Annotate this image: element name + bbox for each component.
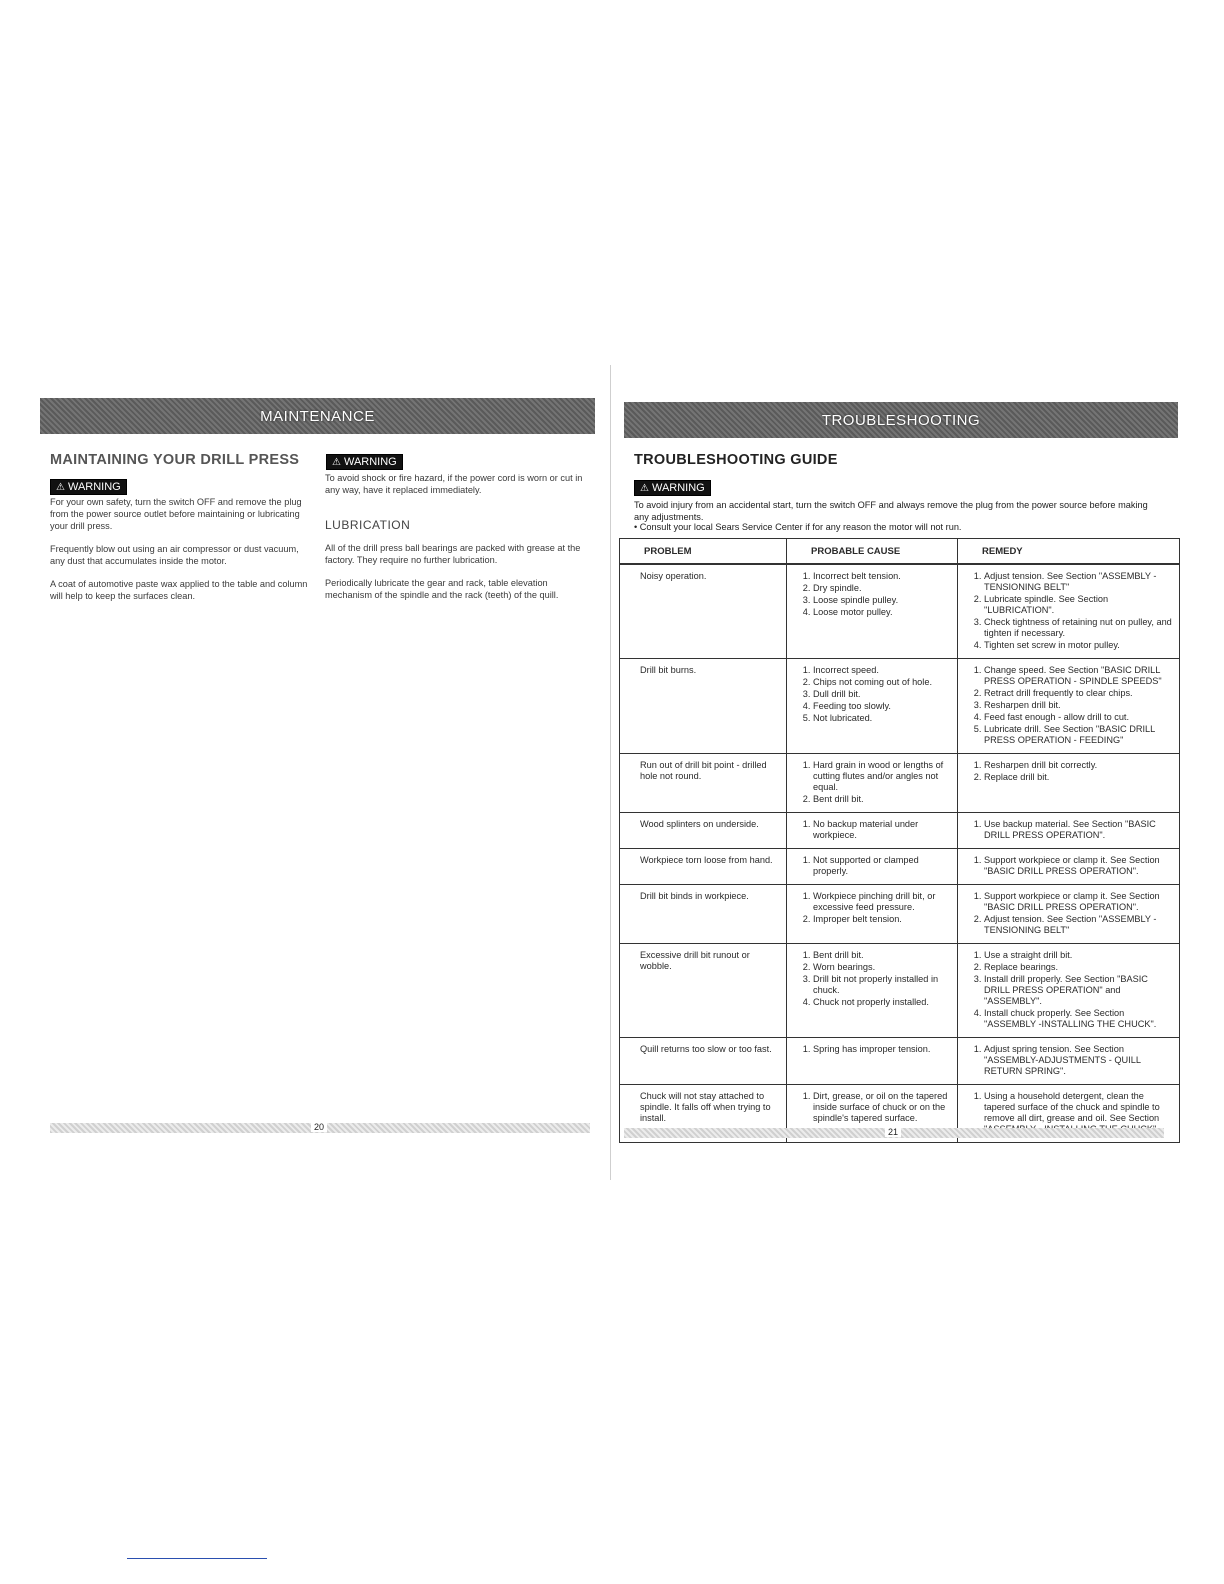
warning-label: WARNING bbox=[67, 481, 121, 493]
cause-item: 4. Loose motor pulley. bbox=[813, 607, 951, 618]
remedy-cell bbox=[958, 659, 1180, 754]
cause-cell bbox=[787, 944, 958, 1038]
cause-item: 2. Worn bearings. bbox=[813, 962, 951, 973]
cause-item: 4. Chuck not properly installed. bbox=[813, 997, 951, 1008]
cause-list bbox=[797, 760, 951, 805]
cause-item: 3. Loose spindle pulley. bbox=[813, 595, 951, 606]
remedy-cell bbox=[958, 813, 1180, 849]
remedy-cell bbox=[958, 754, 1180, 813]
troubleshooting-banner bbox=[624, 402, 1178, 438]
warning-label: WARNING bbox=[651, 482, 705, 494]
remedy-item: 4. Install chuck properly. See Section "ASSEMBLY -INSTALLING THE CHUCK". bbox=[984, 1008, 1173, 1030]
problem-cell: Chuck will not stay attached to spindle. It falls off when trying to install. bbox=[620, 1085, 787, 1143]
remedy-item: 2. Replace drill bit. bbox=[984, 772, 1173, 783]
remedy-list bbox=[968, 819, 1173, 841]
remedy-item: 3. Check tightness of retaining nut on pulley, and tighten if necessary. bbox=[984, 617, 1173, 639]
page-number-left: 20 bbox=[311, 1122, 327, 1132]
remedy-list bbox=[968, 760, 1173, 783]
remedy-cell bbox=[958, 849, 1180, 885]
table-row bbox=[620, 1038, 1180, 1085]
cause-item: 1. Bent drill bit. bbox=[813, 950, 951, 961]
cause-item: 1. Dirt, grease, or oil on the tapered inside surface of chuck or on the spindle's tapered surface. bbox=[813, 1091, 951, 1124]
accidental-start-warning: To avoid injury from an accidental start, turn the switch OFF and always remove the plug from the power source before making any adjustments. bbox=[634, 500, 1148, 522]
remedy-item: 1. Adjust tension. See Section "ASSEMBLY - TENSIONING BELT" bbox=[984, 571, 1173, 593]
remedy-list bbox=[968, 1044, 1173, 1077]
cause-item: 1. No backup material under workpiece. bbox=[813, 819, 951, 841]
maintenance-banner bbox=[40, 398, 595, 434]
problem-cell: Workpiece torn loose from hand. bbox=[620, 849, 787, 885]
problem-cell: Excessive drill bit runout or wobble. bbox=[620, 944, 787, 1038]
cause-cell bbox=[787, 1038, 958, 1085]
lubricate-gear-paragraph: Periodically lubricate the gear and rack, table elevation mechanism of the spindle and the rack (teeth) of the quill. bbox=[325, 578, 559, 600]
column-header-remedy: REMEDY bbox=[958, 539, 1180, 565]
power-cord-warning-text: To avoid shock or fire hazard, if the power cord is worn or cut in any way, have it replaced immediately. bbox=[325, 473, 583, 495]
table-row bbox=[620, 944, 1180, 1038]
cause-cell bbox=[787, 754, 958, 813]
problem-cell: Quill returns too slow or too fast. bbox=[620, 1038, 787, 1085]
table-row bbox=[620, 849, 1180, 885]
table-row bbox=[620, 813, 1180, 849]
cause-list bbox=[797, 1091, 951, 1124]
remedy-item: 2. Retract drill frequently to clear chips. bbox=[984, 688, 1173, 699]
warning-triangle-icon: ⚠ bbox=[332, 456, 341, 468]
problem-cell: Drill bit burns. bbox=[620, 659, 787, 754]
table-row bbox=[620, 885, 1180, 944]
cause-list bbox=[797, 950, 951, 1008]
cause-item: 1. Not supported or clamped properly. bbox=[813, 855, 951, 877]
cause-list bbox=[797, 665, 951, 724]
cause-cell bbox=[787, 813, 958, 849]
warning-triangle-icon: ⚠ bbox=[56, 481, 65, 493]
problem-cell: Run out of drill bit point - drilled hole not round. bbox=[620, 754, 787, 813]
remedy-item: 5. Lubricate drill. See Section "BASIC DRILL PRESS OPERATION - FEEDING" bbox=[984, 724, 1173, 746]
warning-label: WARNING bbox=[343, 456, 397, 468]
cause-item: 1. Incorrect speed. bbox=[813, 665, 951, 676]
remedy-item: 1. Resharpen drill bit correctly. bbox=[984, 760, 1173, 771]
remedy-item: 4. Tighten set screw in motor pulley. bbox=[984, 640, 1173, 651]
paste-wax-paragraph: A coat of automotive paste wax applied to the table and column will help to keep the surfaces clean. bbox=[50, 579, 308, 601]
warning-badge-left bbox=[50, 479, 127, 495]
cause-list bbox=[797, 571, 951, 618]
troubleshooting-guide-title: TROUBLESHOOTING GUIDE bbox=[634, 452, 838, 468]
remedy-list bbox=[968, 665, 1173, 746]
cause-item: 2. Chips not coming out of hole. bbox=[813, 677, 951, 688]
table-header-row bbox=[620, 539, 1180, 565]
troubleshooting-table bbox=[619, 538, 1180, 1143]
bearings-paragraph: All of the drill press ball bearings are packed with grease at the factory. They require no further lubrication. bbox=[325, 543, 581, 565]
remedy-list bbox=[968, 950, 1173, 1030]
column-header-cause: PROBABLE CAUSE bbox=[787, 539, 958, 565]
remedy-cell bbox=[958, 1038, 1180, 1085]
cause-item: 2. Improper belt tension. bbox=[813, 914, 951, 925]
column-header-problem: PROBLEM bbox=[620, 539, 787, 565]
remedy-item: 1. Use a straight drill bit. bbox=[984, 950, 1173, 961]
cause-item: 5. Not lubricated. bbox=[813, 713, 951, 724]
remedy-item: 2. Adjust tension. See Section "ASSEMBLY - TENSIONING BELT" bbox=[984, 914, 1173, 936]
remedy-item: 4. Feed fast enough - allow drill to cut. bbox=[984, 712, 1173, 723]
cause-item: 1. Workpiece pinching drill bit, or excessive feed pressure. bbox=[813, 891, 951, 913]
maintaining-title: MAINTAINING YOUR DRILL PRESS bbox=[50, 452, 300, 468]
sears-service-bullet: • Consult your local Sears Service Center if for any reason the motor will not run. bbox=[634, 522, 962, 532]
remedy-item: 1. Support workpiece or clamp it. See Section "BASIC DRILL PRESS OPERATION". bbox=[984, 855, 1173, 877]
motor-dust-paragraph: Frequently blow out using an air compressor or dust vacuum, any dust that accumulates inside the motor. bbox=[50, 544, 299, 566]
cause-item: 1. Spring has improper tension. bbox=[813, 1044, 951, 1055]
remedy-list bbox=[968, 571, 1173, 651]
remedy-item: 1. Support workpiece or clamp it. See Section "BASIC DRILL PRESS OPERATION". bbox=[984, 891, 1173, 913]
remedy-list bbox=[968, 855, 1173, 877]
cause-list bbox=[797, 1044, 951, 1055]
cause-cell bbox=[787, 659, 958, 754]
remedy-item: 2. Lubricate spindle. See Section "LUBRICATION". bbox=[984, 594, 1173, 616]
remedy-item: 1. Using a household detergent, clean the tapered surface of the chuck and spindle to remove all dirt, grease and oil. See Section bbox=[984, 1091, 1173, 1135]
remedy-cell bbox=[958, 885, 1180, 944]
table-row bbox=[620, 754, 1180, 813]
remedy-item: 3. Resharpen drill bit. bbox=[984, 700, 1173, 711]
remedy-item: 1. Adjust spring tension. See Section "ASSEMBLY-ADJUSTMENTS - QUILL RETURN SPRING". bbox=[984, 1044, 1173, 1077]
remedy-item: 1. Change speed. See Section "BASIC DRILL PRESS OPERATION - SPINDLE SPEEDS" bbox=[984, 665, 1173, 687]
problem-cell: Drill bit binds in workpiece. bbox=[620, 885, 787, 944]
troubleshooting-banner-title: TROUBLESHOOTING bbox=[821, 411, 981, 429]
warning-triangle-icon: ⚠ bbox=[640, 482, 649, 494]
cause-item: 2. Bent drill bit. bbox=[813, 794, 951, 805]
table-body bbox=[620, 564, 1180, 1143]
remedy-item: 1. Use backup material. See Section "BASIC DRILL PRESS OPERATION". bbox=[984, 819, 1173, 841]
page-number-right: 21 bbox=[885, 1127, 901, 1137]
cause-list bbox=[797, 855, 951, 877]
bottom-blue-rule bbox=[127, 1558, 267, 1559]
maintenance-banner-title: MAINTENANCE bbox=[260, 407, 375, 425]
cause-cell bbox=[787, 885, 958, 944]
table-row bbox=[620, 659, 1180, 754]
cause-list bbox=[797, 891, 951, 925]
cause-cell bbox=[787, 564, 958, 659]
problem-cell: Wood splinters on underside. bbox=[620, 813, 787, 849]
maintenance-safety-paragraph: For your own safety, turn the switch OFF and remove the plug from the power source outlet before maintaining or lubricating your drill press. bbox=[50, 497, 302, 531]
cause-cell bbox=[787, 849, 958, 885]
cause-item: 1. Incorrect belt tension. bbox=[813, 571, 951, 582]
cause-list bbox=[797, 819, 951, 841]
remedy-cell bbox=[958, 564, 1180, 659]
cause-item: 3. Drill bit not properly installed in chuck. bbox=[813, 974, 951, 996]
cause-item: 2. Dry spindle. bbox=[813, 583, 951, 594]
page-fold-line bbox=[610, 365, 611, 1180]
table-row bbox=[620, 564, 1180, 659]
problem-cell: Noisy operation. bbox=[620, 564, 787, 659]
cause-item: 3. Dull drill bit. bbox=[813, 689, 951, 700]
remedy-list bbox=[968, 891, 1173, 936]
lubrication-heading: LUBRICATION bbox=[325, 518, 411, 532]
remedy-item: 3. Install drill properly. See Section "BASIC DRILL PRESS OPERATION" and "ASSEMBLY". bbox=[984, 974, 1173, 1007]
warning-badge-troubleshooting bbox=[634, 480, 711, 496]
remedy-cell bbox=[958, 944, 1180, 1038]
remedy-item: 2. Replace bearings. bbox=[984, 962, 1173, 973]
cause-item: 1. Hard grain in wood or lengths of cutting flutes and/or angles not equal. bbox=[813, 760, 951, 793]
warning-badge-right-col bbox=[326, 454, 403, 470]
cause-item: 4. Feeding too slowly. bbox=[813, 701, 951, 712]
